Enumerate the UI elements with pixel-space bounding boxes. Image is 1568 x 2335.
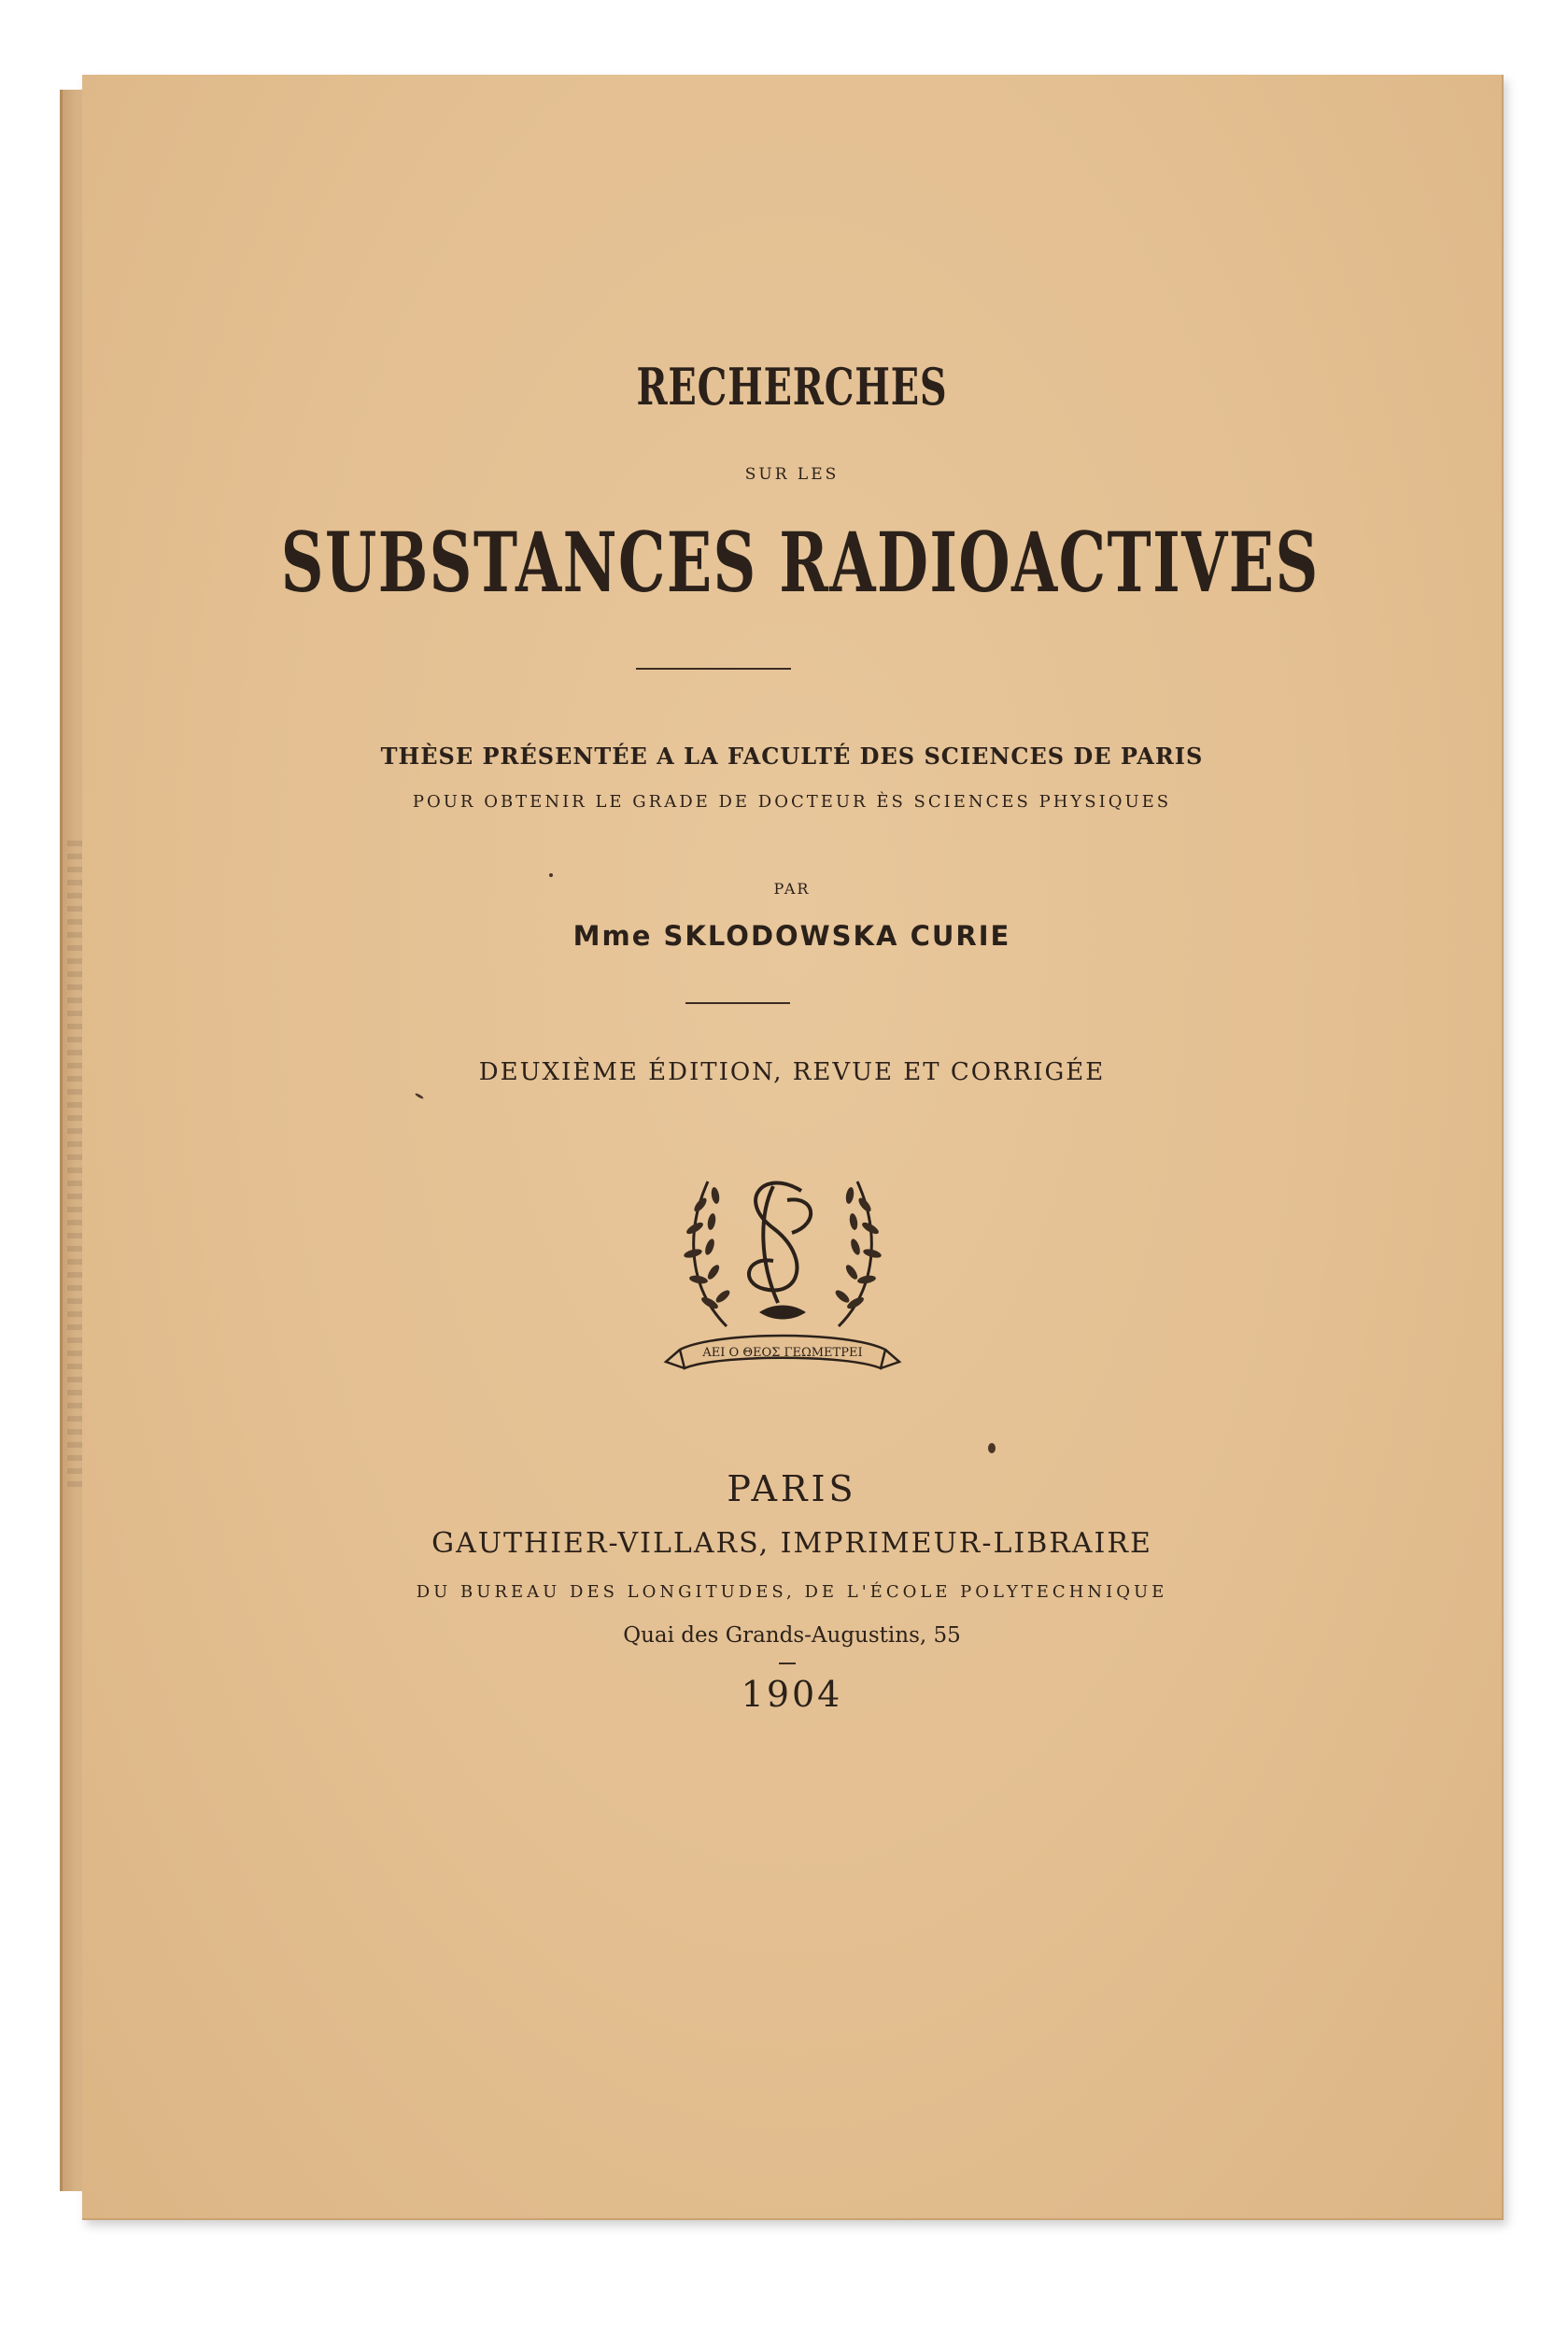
paper-speck bbox=[988, 1443, 996, 1453]
divider-rule bbox=[636, 668, 791, 670]
book-cover bbox=[82, 75, 1504, 2220]
edition-statement: DEUXIÈME ÉDITION, REVUE ET CORRIGÉE bbox=[478, 1058, 1106, 1086]
title-main: SUBSTANCES RADIOACTIVES bbox=[280, 514, 1320, 611]
year-rule bbox=[779, 1663, 796, 1664]
publisher-emblem-icon bbox=[661, 1149, 904, 1382]
thesis-line-2: POUR OBTENIR LE GRADE DE DOCTEUR ÈS SCIENCES PHYSIQUES bbox=[412, 792, 1172, 812]
emblem-motto: ΑΕΙ Ο ΘΕΟΣ ΓΕΩΜΕΤΡΕΙ bbox=[702, 1346, 863, 1360]
title-connector: SUR LES bbox=[744, 465, 840, 484]
paper-speck bbox=[415, 1093, 424, 1100]
publisher-affiliation: DU BUREAU DES LONGITUDES, DE L'ÉCOLE POLYTECHNIQUE bbox=[416, 1582, 1168, 1602]
publisher-name: GAUTHIER-VILLARS, IMPRIMEUR-LIBRAIRE bbox=[431, 1527, 1152, 1560]
by-label: PAR bbox=[773, 880, 811, 898]
author-name: Mme SKLODOWSKA CURIE bbox=[572, 920, 1011, 952]
paper-speck bbox=[549, 873, 553, 877]
divider-rule bbox=[685, 1002, 790, 1004]
publication-year: 1904 bbox=[741, 1674, 843, 1715]
publisher-address: Quai des Grands-Augustins, 55 bbox=[623, 1623, 961, 1648]
thesis-line-1: THÈSE PRÉSENTÉE A LA FACULTÉ DES SCIENCES DE PARIS bbox=[380, 743, 1204, 770]
imprint-city: PARIS bbox=[727, 1468, 857, 1509]
title-top: RECHERCHES bbox=[636, 357, 948, 417]
